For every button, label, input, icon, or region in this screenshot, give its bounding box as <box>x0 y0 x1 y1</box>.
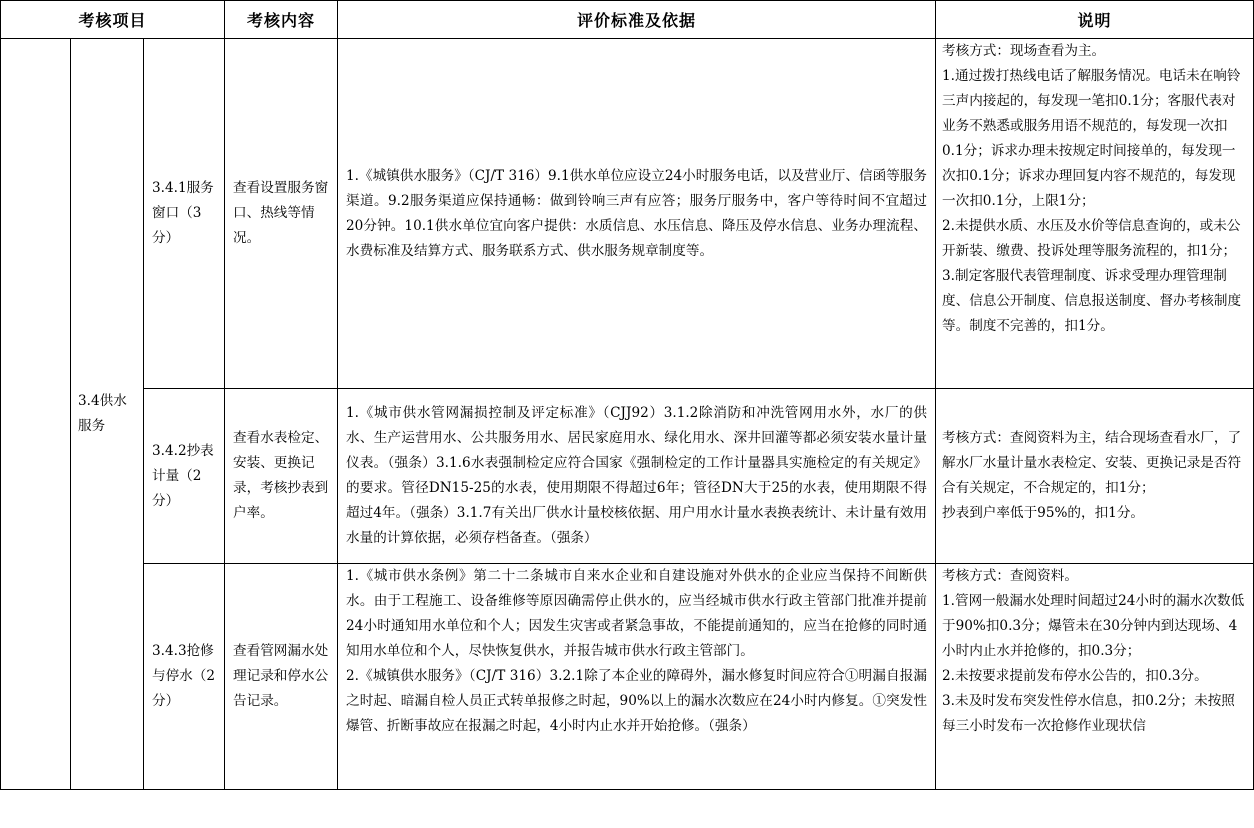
table-row <box>1 39 1254 389</box>
criteria-text: 1.《城镇供水服务》（CJ/T 316）9.1供水单位应设立24小时服务电话，以及营业厅、信函等服务渠道。9.2服务渠道应保持通畅：做到铃响三声有应答；服务厅服务中，客户等待时间不宜超过20分钟。10.1供水单位宜向客户提供：水质信息、水压信息、降压及停水信息、业务办理流程、水费标准及结算方式、服务联系方式、供水服务规章制度等。 <box>346 167 928 259</box>
note-line: 1.通过拨打热线电话了解服务情况。电话未在响铃三声内接起的，每发现一笔扣0.1分；客服代表对业务不熟悉或服务用语不规范的，每发现一次扣0.1分；诉求办理未按规定时间接单的，每发现一次扣0.1分；诉求办理回复内容不规范的，每发现一次扣0.1分，上限1分； <box>942 68 1241 209</box>
note-line: 考核方式：查阅资料。 <box>942 568 1078 584</box>
item-label: 3.4.1服务窗口（3分） <box>152 180 214 246</box>
header-note: 说明 <box>936 1 1254 39</box>
criteria-cell <box>338 564 936 790</box>
note-line: 抄表到户率低于95%的，扣1分。 <box>942 505 1145 521</box>
content-text: 查看设置服务窗口、热线等情况。 <box>233 180 329 246</box>
content-cell <box>225 39 338 389</box>
criteria-cell <box>338 39 936 389</box>
content-text: 查看管网漏水处理记录和停水公告记录。 <box>233 643 329 709</box>
note-line: 2.未按要求提前发布停水公告的，扣0.3分。 <box>942 668 1208 684</box>
criteria-text: 2.《城镇供水服务》（CJ/T 316）3.2.1除了本企业的障碍外，漏水修复时间应符合①明漏自报漏之时起、暗漏自检人员正式转单报修之时起，90%以上的漏水次数应在24小时内修复。①突发性爆管、折断事故应在报漏之时起，4小时内止水并开始抢修。（强条） <box>346 668 928 734</box>
criteria-cell <box>338 389 936 564</box>
item-cell <box>144 39 225 389</box>
note-cell <box>936 564 1254 790</box>
header-criteria: 评价标准及依据 <box>338 1 936 39</box>
header-project: 考核项目 <box>1 1 225 39</box>
note-line: 2.未提供水质、水压及水价等信息查询的，或未公开新装、缴费、投诉处理等服务流程的，扣1分； <box>942 218 1241 259</box>
blank-cell <box>1 39 71 790</box>
criteria-text: 1.《城市供水条例》第二十二条城市自来水企业和自建设施对外供水的企业应当保持不间断供水。由于工程施工、设备维修等原因确需停止供水的，应当经城市供水行政主管部门批准并提前24小时通知用水单位和个人；因发生灾害或者紧急事故，不能提前通知的，应当在抢修的同时通知用水单位和个人，尽快恢复供水，并报告城市供水行政主管部门。 <box>346 568 928 659</box>
content-cell <box>225 564 338 790</box>
note-line: 3.制定客服代表管理制度、诉求受理办理管理制度、信息公开制度、信息报送制度、督办考核制度等。制度不完善的，扣1分。 <box>942 268 1242 334</box>
content-cell <box>225 389 338 564</box>
note-line: 考核方式：查阅资料为主，结合现场查看水厂，了解水厂水量计量水表检定、安装、更换记录是否符合有关规定，不合规定的，扣1分； <box>942 430 1242 496</box>
category-cell <box>71 39 144 790</box>
note-line: 1.管网一般漏水处理时间超过24小时的漏水次数低于90%扣0.3分；爆管未在30分钟内到达现场、4小时内止水并抢修的，扣0.3分； <box>942 593 1245 659</box>
criteria-text: 1.《城市供水管网漏损控制及评定标准》（CJJ92）3.1.2除消防和冲洗管网用水外，水厂的供水、生产运营用水、公共服务用水、居民家庭用水、绿化用水、深井回灌等都必须安装水量计量仪表。（强条）3.1.6水表强制检定应符合国家《强制检定的工作计量器具实施检定的有关规定》的要求。管径DN15-25的水表，使用期限不得超过6年；管径DN大于25的水表，使用期限不得超过4年。（强条）3.1.7有关出厂供水计量校核依据、用户用水计量水表换表统计、未计量有效用水量的计算依据，必须存档备查。（强条） <box>346 405 928 546</box>
table-row <box>1 389 1254 564</box>
header-content: 考核内容 <box>225 1 338 39</box>
item-label: 3.4.3抢修与停水（2分） <box>152 643 216 709</box>
note-cell <box>936 389 1254 564</box>
note-line: 考核方式：现场查看为主。 <box>942 43 1106 59</box>
table-row <box>1 564 1254 790</box>
note-cell <box>936 39 1254 389</box>
item-cell <box>144 389 225 564</box>
note-line: 3.未及时发布突发性停水信息，扣0.2分；未按照每三小时发布一次抢修作业现状信 <box>942 693 1235 734</box>
item-label: 3.4.2抄表计量（2分） <box>152 442 214 509</box>
category-label: 3.4供水服务 <box>78 393 127 434</box>
content-text: 查看水表检定、安装、更换记录，考核抄表到户率。 <box>233 430 329 521</box>
item-cell <box>144 564 225 790</box>
header-row <box>1 1 1254 39</box>
